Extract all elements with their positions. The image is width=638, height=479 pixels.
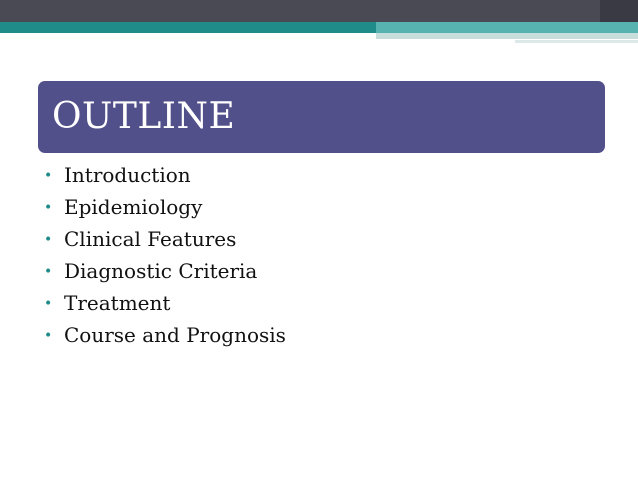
bullet-icon: •: [44, 328, 53, 344]
top-band-dark-accent: [600, 0, 638, 22]
list-item-text: Clinical Features: [64, 227, 237, 251]
top-band-teal-light: [376, 22, 638, 33]
list-item: [44, 227, 286, 259]
bullet-icon: •: [44, 296, 53, 312]
top-band-thin-line-secondary: [515, 40, 638, 43]
bullet-list: [44, 163, 286, 355]
bullet-icon: •: [44, 168, 53, 184]
bullet-icon: •: [44, 264, 53, 280]
list-item-text: Course and Prognosis: [64, 323, 286, 347]
list-item-text: Treatment: [64, 291, 171, 315]
bullet-icon: •: [44, 232, 53, 248]
slide-title: OUTLINE: [52, 96, 236, 137]
list-item: [44, 259, 286, 291]
list-item: [44, 195, 286, 227]
bullet-icon: •: [44, 200, 53, 216]
list-item: [44, 291, 286, 323]
list-item-text: Epidemiology: [64, 195, 203, 219]
top-band-dark: [0, 0, 638, 22]
list-item-text: Introduction: [64, 163, 191, 187]
title-bar: [38, 81, 605, 153]
top-band-thin-line: [376, 33, 638, 39]
list-item: [44, 323, 286, 355]
list-item-text: Diagnostic Criteria: [64, 259, 258, 283]
list-item: [44, 163, 286, 195]
